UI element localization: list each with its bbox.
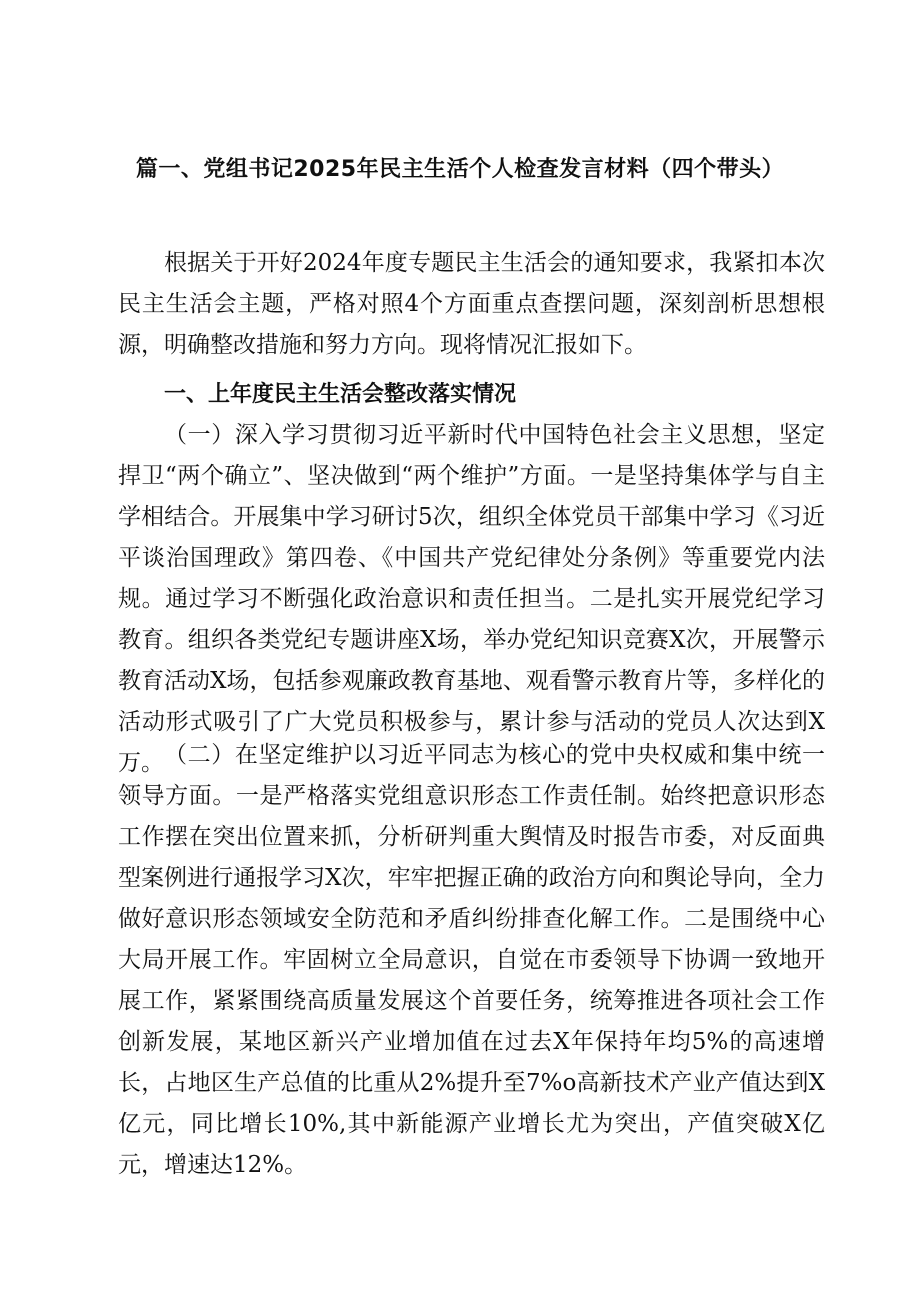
paragraph-1: （一）深入学习贯彻习近平新时代中国特色社会主义思想，坚定捍卫“两个确立”、坚决做到“两个维护”方面。一是坚持集体学与自主学相结合。开展集中学习研讨5次，组织全体党员干部集中学习《习近平谈治国理政》第四卷、《中国共产党纪律处分条例》等重要党内法规。通过学习不断强化政治意识和责任担当。二是扎实开展党纪学习教育。组织各类党纪专题讲座X场，举办党纪知识竞赛X次，开展警示教育活动X场，包括参观廉政教育基地、观看警示教育片等，多样化的活动形式吸引了广大党员积极参与，累计参与活动的党员人次达到X万。 <box>118 422 825 776</box>
section-heading: 一、上年度民主生活会整改落实情况 <box>164 382 517 407</box>
intro-paragraph: 根据关于开好2024年度专题民主生活会的通知要求，我紧扣本次民主生活会主题，严格对照4个方面重点查摆问题，深刻剖析思想根源，明确整改措施和努力方向。现将情况汇报如下。 <box>118 250 825 358</box>
paragraph-2: （二）在坚定维护以习近平同志为核心的党中央权威和集中统一领导方面。一是严格落实党组意识形态工作责任制。始终把意识形态工作摆在突出位置来抓，分析研判重大舆情及时报告市委，对反面典型案例进行通报学习X次，牢牢把握正确的政治方向和舆论导向，全力做好意识形态领域安全防范和矛盾纠纷排查化解工作。二是围绕中心大局开展工作。牢固树立全局意识，自觉在市委领导下协调一致地开展工作，紧紧围绕高质量发展这个首要任务，统筹推进各项社会工作创新发展，某地区新兴产业增加值在过去X年保持年均5%的高速增长，占地区生产总值的比重从2%提升至7%o高新技术产业产值达到X亿元，同比增长10%,其中新能源产业增长尤为突出，产值突破X亿元，增速达12%。 <box>118 742 825 1178</box>
document-title: 篇一、党组书记2025年民主生活个人检查发言材料（四个带头） <box>135 157 785 182</box>
